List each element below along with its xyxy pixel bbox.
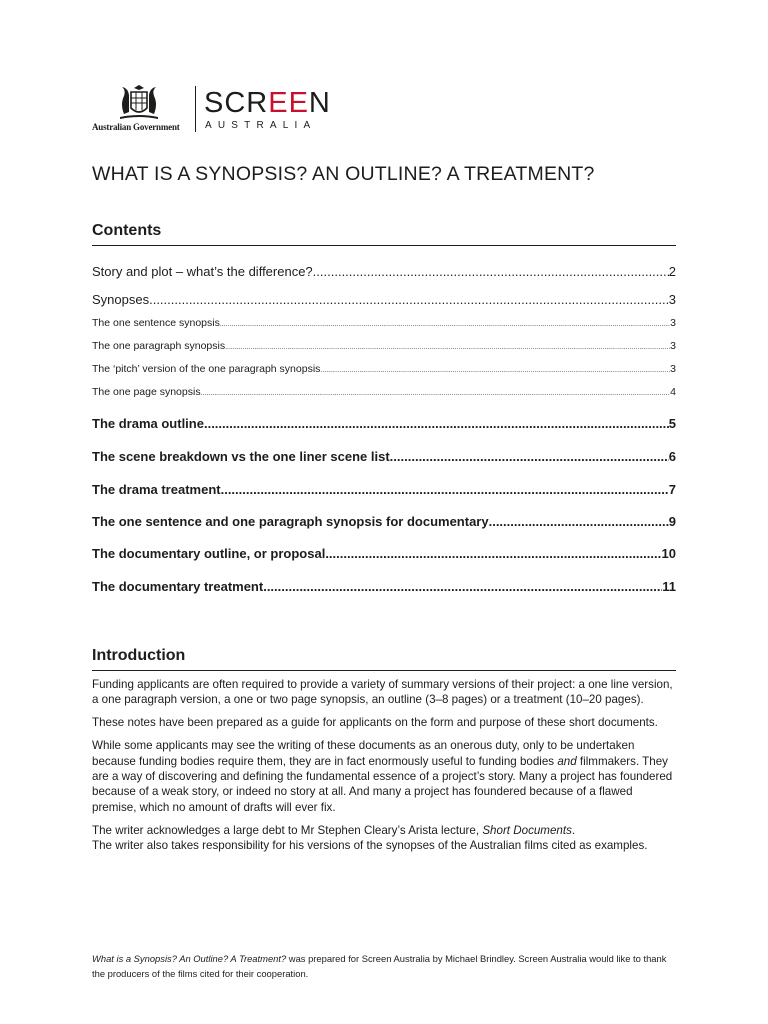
toc-entry[interactable]: The drama treatment ..... 7 <box>92 482 676 497</box>
logo-text-accent: EE <box>268 87 309 119</box>
logo-subtext: AUSTRALIA <box>205 120 317 131</box>
intro-paragraph: These notes have been prepared as a guide for applicants on the form and purpose of these short documents. <box>92 716 658 730</box>
toc-entry[interactable]: The scene breakdown vs the one liner scene list ..... 6 <box>92 449 676 464</box>
contents-rule <box>92 245 676 246</box>
toc-subentry[interactable]: The one sentence synopsis ..... 3 <box>92 317 676 329</box>
toc-entry[interactable]: The drama outline ..... 5 <box>92 416 676 431</box>
toc-subentry[interactable]: The one page synopsis ..... 4 <box>92 386 676 398</box>
toc-entry[interactable]: The documentary treatment ..... 11 <box>92 579 676 594</box>
intro-paragraph: The writer acknowledges a large debt to Mr Stephen Cleary’s Arista lecture, Short Documents. The writer also takes responsibility for his versions of the synopses of the Australian films cited as examples. <box>92 823 648 853</box>
introduction-rule <box>92 670 676 671</box>
logo-text-suffix: N <box>308 87 331 119</box>
introduction-body <box>92 677 676 861</box>
toc-entry[interactable]: Synopses ..... 3 <box>92 292 676 307</box>
toc-entry[interactable]: The documentary outline, or proposal ..... 10 <box>92 546 676 561</box>
coat-of-arms-icon <box>116 84 162 122</box>
screen-australia-logo <box>204 88 331 118</box>
introduction-heading: Introduction <box>92 647 186 664</box>
footnote-text: was prepared for Screen Australia by Michael Brindley. Screen Australia would like to thank the producers of the films cited for their cooperation. <box>92 953 667 979</box>
document-title: WHAT IS A SYNOPSIS? AN OUTLINE? A TREATMENT? <box>92 163 595 185</box>
footnote <box>92 951 676 981</box>
footnote-title: What is a Synopsis? An Outline? A Treatment? <box>92 953 287 964</box>
toc-subentry[interactable]: The ‘pitch’ version of the one paragraph synopsis ..... 3 <box>92 363 676 375</box>
page-header <box>92 84 332 134</box>
intro-paragraph: While some applicants may see the writing of these documents as an onerous duty, only to be undertaken because funding bodies require them, they are in fact enormously useful to funding bodies and filmmakers. They are a way of discovering and defining the fundamental essence of a project’s story. Many a project has foundered because of a weak story, or indeed no story at all. And many a project has foundered because of a flawed premise, which no amount of drafts will ever fix. <box>92 739 673 814</box>
logo-text-prefix: SCR <box>204 87 269 119</box>
government-label: Australian Government <box>92 122 180 132</box>
logo-divider <box>195 86 196 132</box>
toc-entry[interactable]: The one sentence and one paragraph synopsis for documentary ..... 9 <box>92 514 676 529</box>
toc-subentry[interactable]: The one paragraph synopsis ..... 3 <box>92 340 676 352</box>
contents-heading: Contents <box>92 222 162 239</box>
toc-entry[interactable]: Story and plot – what’s the difference? ..... 2 <box>92 264 676 279</box>
intro-paragraph: Funding applicants are often required to provide a variety of summary versions of their project: a one line version, a one paragraph version, a one or two page synopsis, an outline (3–8 pages) or a treatment (10–20 pages). <box>92 678 673 707</box>
